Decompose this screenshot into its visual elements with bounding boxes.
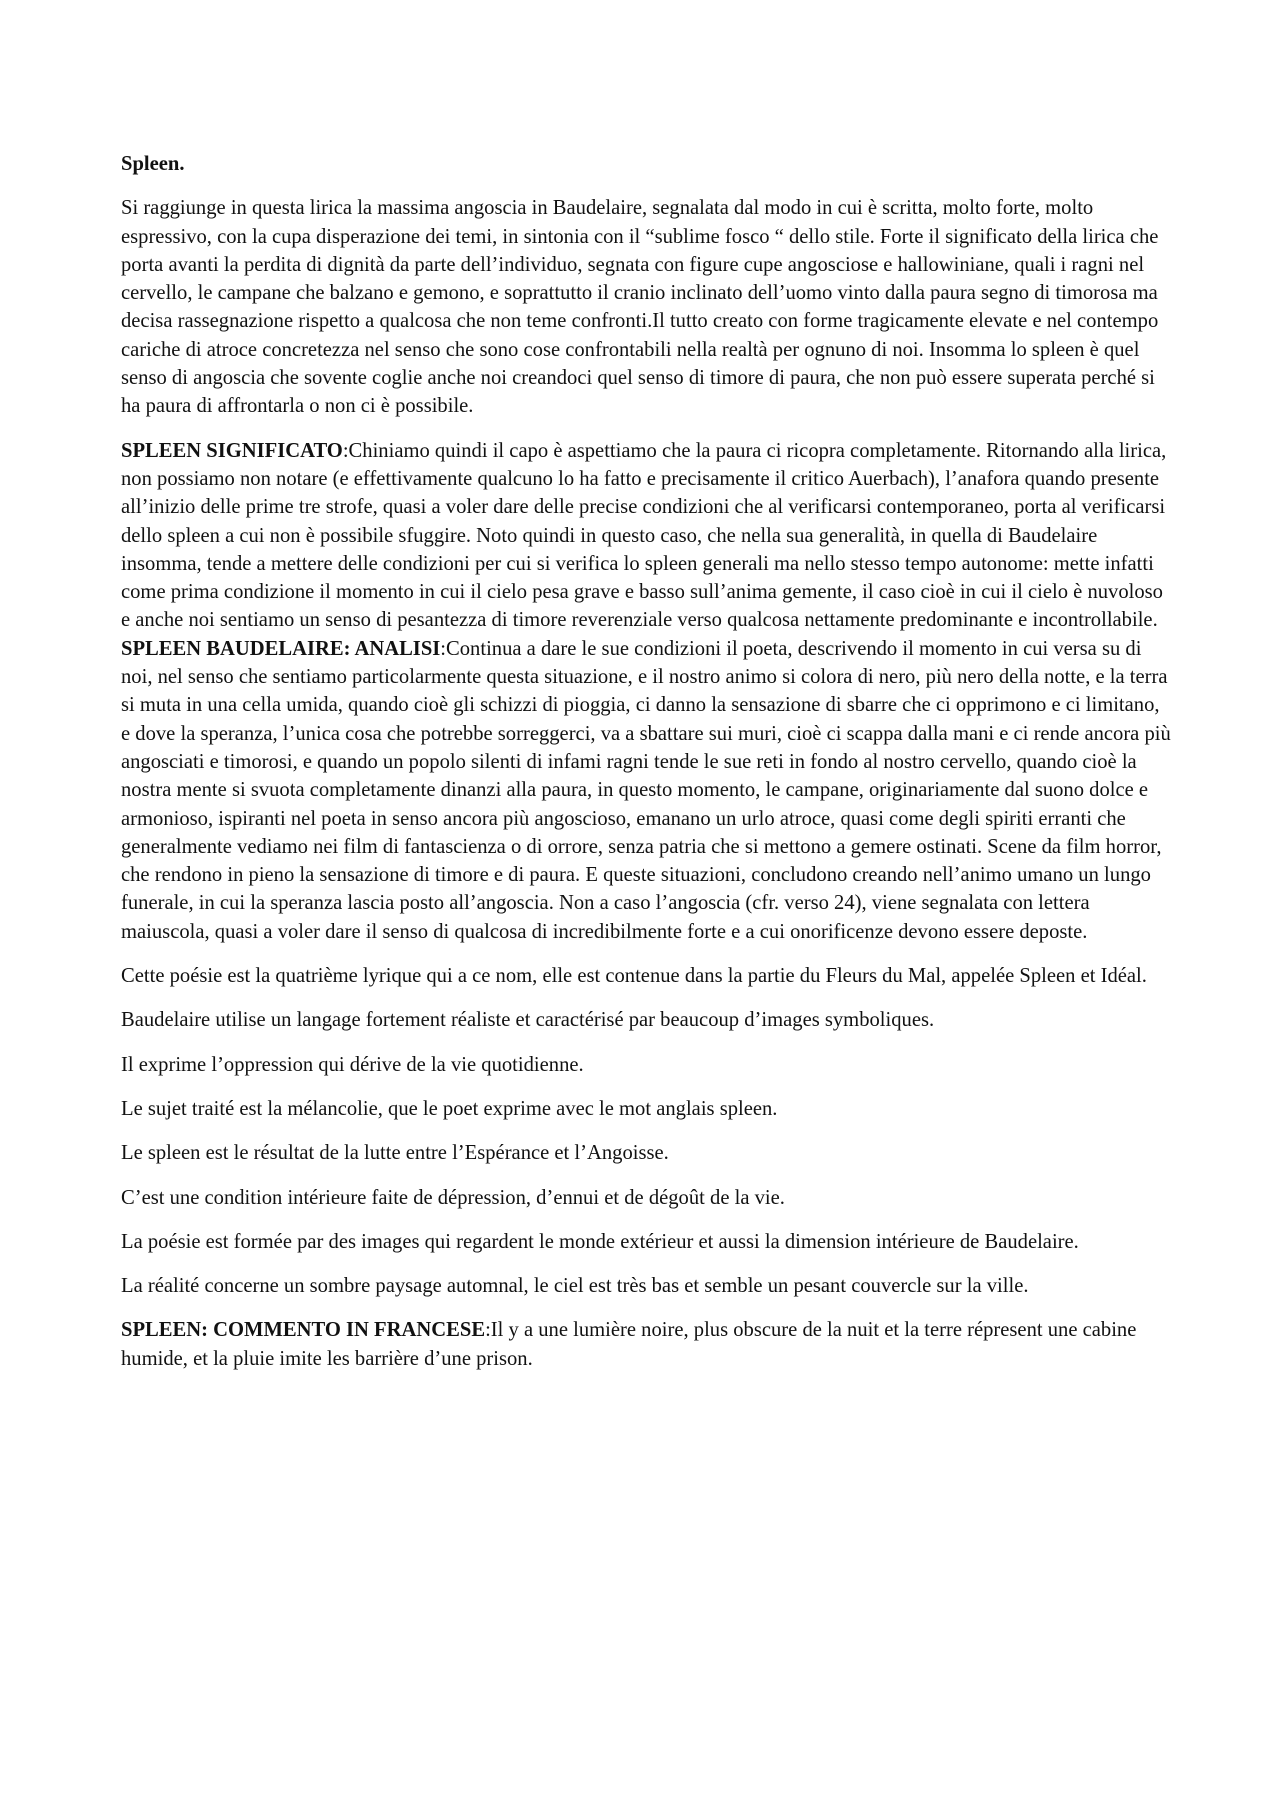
document-body	[121, 150, 1171, 1389]
heading-spleen-analisi: SPLEEN BAUDELAIRE: ANALISI	[121, 637, 441, 660]
paragraph-significato-text-b: :Continua a dare le sue condizioni il poeta, descrivendo il momento in cui versa su di noi, nel senso che sentiamo particolarmente questa situazione, e il nostro animo si colora di nero, più nero della notte, e la terra si muta in una cella umida, quando cioè gli schizzi di pioggia, ci danno la sensazione di sbarre che ci opprimono e ci limitano, e dove la speranza, l’unica cosa che potrebbe sorreggerci, va a sbattare sui muri, cioè ci scappa dalla mani e ci rende ancora più angosciati e timorosi, e quando un popolo silenti di infami ragni tende le sue reti in fondo al nostro cervello, quando cioè la nostra mente si svuota completamente dinanzi alla paura, in questo momento, le campane, originariamente dal suono dolce e armonioso, ispiranti nel poeta in senso ancora più angoscioso, emanano un urlo atroce, quasi come degli spiriti erranti che generalmente vediamo nei film di fantascienza o di orrore, senza patria che si mettono a gemere ostinati. Scene da film horror, che rendono in pieno la sensazione di timore e di paura. E queste situazioni, concludono creando nell’animo umano un lungo funerale, in cui la speranza lascia posto all’angoscia. Non a caso l’angoscia (cfr. verso 24), viene segnalata con lettera maiuscola, quasi a voler dare il senso di qualcosa di incredibilmente forte e a cui onorificenze devono essere deposte.	[121, 637, 1171, 943]
paragraph-french-7: La poésie est formée par des images qui regardent le monde extérieur et aussi la dimension intérieure de Baudelaire.	[121, 1230, 1079, 1253]
paragraph-commento-text: :Il y a une lumière noire, plus obscure de la nuit et la terre répresent une cabine humide, et la pluie imite les barrière d’une prison.	[121, 1319, 1137, 1370]
paragraph-french-2: Baudelaire utilise un langage fortement réaliste et caractérisé par beaucoup d’images symboliques.	[121, 1009, 935, 1032]
paragraph-french-8: La réalité concerne un sombre paysage automnal, le ciel est très bas et semble un pesant couvercle sur la ville.	[121, 1275, 1029, 1298]
paragraph-significato	[121, 437, 1171, 946]
paragraph-french-5: Le spleen est le résultat de la lutte entre l’Espérance et l’Angoisse.	[121, 1142, 669, 1165]
heading-spleen-significato: SPLEEN SIGNIFICATO	[121, 439, 343, 462]
document-title: Spleen.	[121, 153, 185, 175]
paragraph-french-3: Il exprime l’oppression qui dérive de la vie quotidienne.	[121, 1053, 584, 1076]
paragraph-commento	[121, 1316, 1171, 1373]
paragraph-intro: Si raggiunge in questa lirica la massima angoscia in Baudelaire, segnalata dal modo in cui è scritta, molto forte, molto espressivo, con la cupa disperazione dei temi, in sintonia con il “sublime fosco “ dello stile. Forte il significato della lirica che porta avanti la perdita di dignità da parte dell’individuo, segnata con figure cupe angosciose e hallowiniane, quali i ragni nel cervello, le campane che balzano e gemono, e soprattutto il cranio inclinato dell’uomo vinto dalla paura segno di timorosa ma decisa rassegnazione rispetto a qualcosa che non teme confronti.Il tutto creato con forme tragicamente elevate e nel contempo cariche di atroce concretezza nel senso che sono cose confrontabili nella realtà per ognuno di noi. Insomma lo spleen è quel senso di angoscia che sovente coglie anche noi creandoci quel senso di timore di paura, che non può essere superata perché si ha paura di affrontarla o non ci è possibile.	[121, 197, 1159, 418]
heading-commento-francese: SPLEEN: COMMENTO IN FRANCESE	[121, 1319, 486, 1342]
paragraph-significato-text-a: :Chiniamo quindi il capo è aspettiamo che la paura ci ricopra completamente. Ritornando alla lirica, non possiamo non notare (e effettivamente qualcuno lo ha fatto e precisamente il critico Auerbach), l’anafora quando presente all’inizio delle prime tre strofe, quasi a voler dare delle precise condizioni che al verificarsi contemporaneo, porta al verificarsi dello spleen a cui non è possibile sfuggire. Noto quindi in questo caso, che nella sua generalità, in quella di Baudelaire insomma, tende a mettere delle condizioni per cui si verifica lo spleen generali ma nello stesso tempo autonome: mette infatti come prima condizione il momento in cui il cielo pesa grave e basso sull’anima gemente, il caso cioè in cui il cielo è nuvoloso e anche noi sentiamo un senso di pesantezza di timore reverenziale verso qualcosa nettamente predominante e incontrollabile.	[121, 439, 1167, 632]
paragraph-french-6: C’est une condition intérieure faite de dépression, d’ennui et de dégoût de la vie.	[121, 1186, 785, 1209]
paragraph-french-4: Le sujet traité est la mélancolie, que le poet exprime avec le mot anglais spleen.	[121, 1097, 778, 1120]
paragraph-french-1: Cette poésie est la quatrième lyrique qui a ce nom, elle est contenue dans la partie du Fleurs du Mal, appelée Spleen et Idéal.	[121, 965, 1147, 988]
